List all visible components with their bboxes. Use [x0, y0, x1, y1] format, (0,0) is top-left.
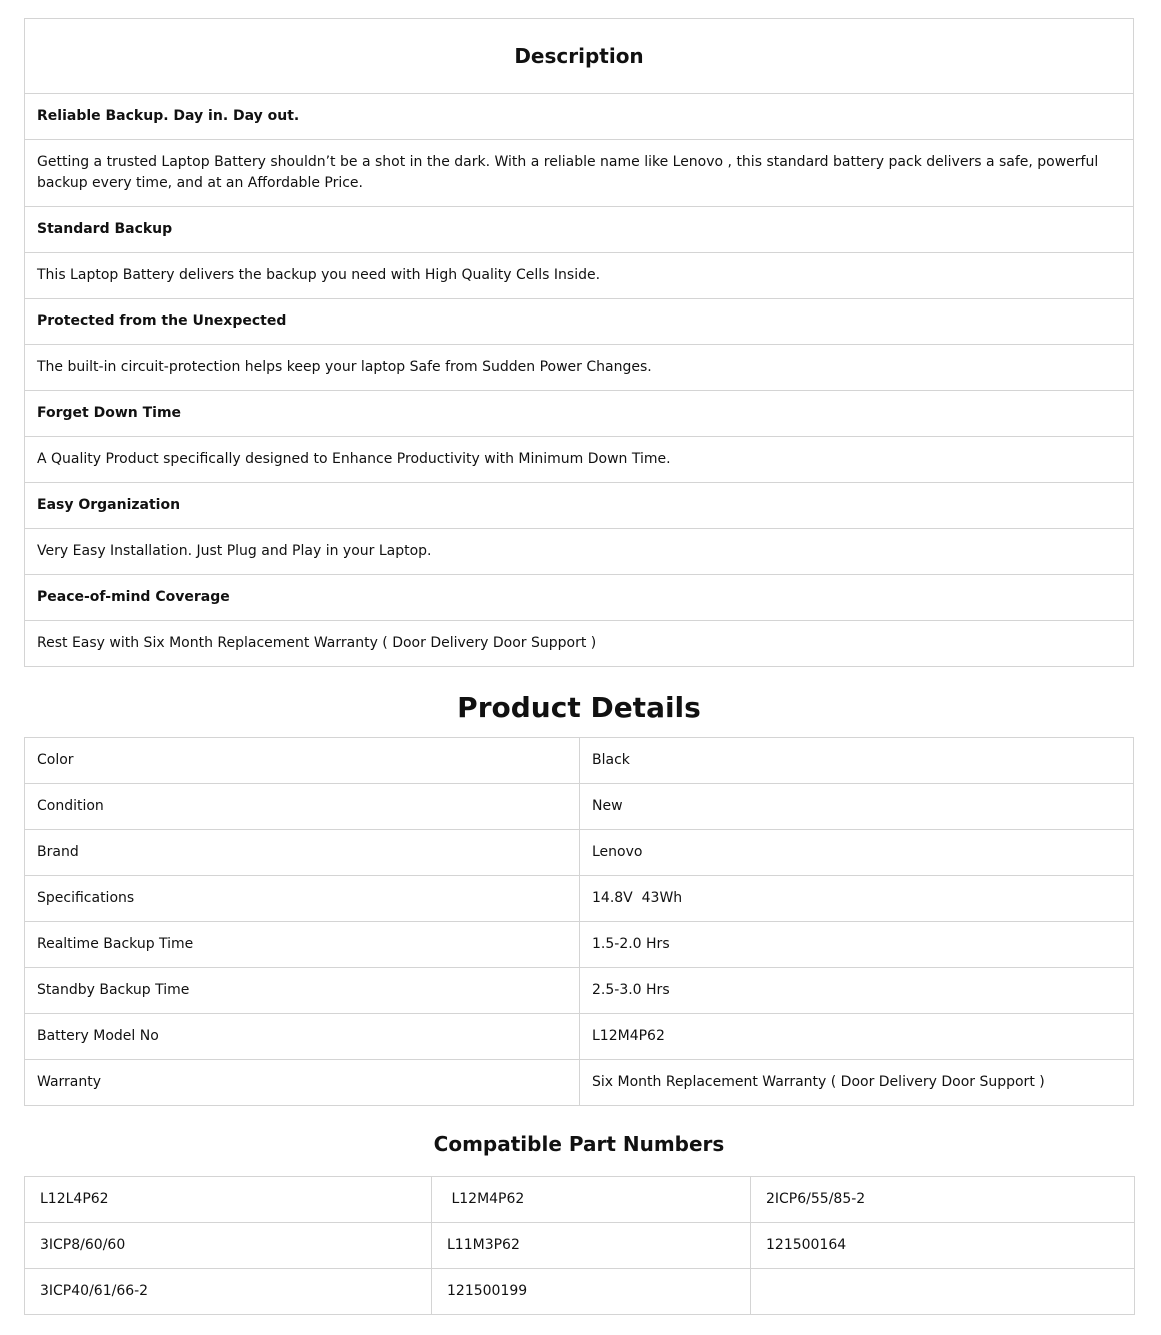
detail-value: 2.5-3.0 Hrs — [580, 968, 1134, 1014]
part-number-cell: 121500199 — [432, 1269, 751, 1315]
feature-text: This Laptop Battery delivers the backup you need with High Quality Cells Inside. — [25, 253, 1134, 299]
detail-key: Battery Model No — [25, 1014, 580, 1060]
product-details-table — [24, 737, 1134, 1106]
compatible-parts-table — [24, 1176, 1135, 1315]
description-row — [25, 391, 1134, 437]
detail-value: Lenovo — [580, 830, 1134, 876]
description-title: Description — [25, 19, 1134, 94]
feature-heading: Standard Backup — [25, 207, 1134, 253]
detail-key: Realtime Backup Time — [25, 922, 580, 968]
part-number-cell: L11M3P62 — [432, 1223, 751, 1269]
detail-row — [25, 738, 1134, 784]
description-row — [25, 299, 1134, 345]
description-row — [25, 94, 1134, 140]
parts-row — [25, 1269, 1135, 1315]
part-number-cell — [751, 1269, 1135, 1315]
detail-value: 1.5-2.0 Hrs — [580, 922, 1134, 968]
feature-heading: Peace-of-mind Coverage — [25, 575, 1134, 621]
description-row — [25, 253, 1134, 299]
feature-text: Getting a trusted Laptop Battery shouldn’t be a shot in the dark. With a reliable name like Lenovo , this standard battery pack delivers a safe, powerful backup every time, and at an Affordable Price. — [25, 140, 1134, 207]
part-number-cell: L12L4P62 — [25, 1177, 432, 1223]
description-row — [25, 437, 1134, 483]
part-number-cell: 2ICP6/55/85-2 — [751, 1177, 1135, 1223]
description-table — [24, 18, 1134, 667]
detail-row — [25, 968, 1134, 1014]
description-row — [25, 483, 1134, 529]
description-row — [25, 345, 1134, 391]
feature-text: Rest Easy with Six Month Replacement Warranty ( Door Delivery Door Support ) — [25, 621, 1134, 667]
detail-value: Black — [580, 738, 1134, 784]
detail-key: Specifications — [25, 876, 580, 922]
description-row — [25, 529, 1134, 575]
detail-value: 14.8V 43Wh — [580, 876, 1134, 922]
compatible-parts-title: Compatible Part Numbers — [433, 1132, 725, 1156]
feature-text: A Quality Product specifically designed to Enhance Productivity with Minimum Down Time. — [25, 437, 1134, 483]
product-description-page — [24, 18, 1134, 1315]
description-row — [25, 575, 1134, 621]
part-number-cell: L12M4P62 — [432, 1177, 751, 1223]
parts-row — [25, 1177, 1135, 1223]
detail-row — [25, 876, 1134, 922]
detail-key: Standby Backup Time — [25, 968, 580, 1014]
parts-row — [25, 1223, 1135, 1269]
detail-key: Warranty — [25, 1060, 580, 1106]
detail-row — [25, 1014, 1134, 1060]
part-number-cell: 3ICP40/61/66-2 — [25, 1269, 432, 1315]
feature-heading: Forget Down Time — [25, 391, 1134, 437]
detail-row — [25, 784, 1134, 830]
detail-key: Condition — [25, 784, 580, 830]
detail-key: Brand — [25, 830, 580, 876]
detail-value: Six Month Replacement Warranty ( Door Delivery Door Support ) — [580, 1060, 1134, 1106]
part-number-cell: 121500164 — [751, 1223, 1135, 1269]
feature-text: The built-in circuit-protection helps keep your laptop Safe from Sudden Power Changes. — [25, 345, 1134, 391]
detail-value: L12M4P62 — [580, 1014, 1134, 1060]
part-number-cell: 3ICP8/60/60 — [25, 1223, 432, 1269]
description-row — [25, 140, 1134, 207]
detail-row — [25, 922, 1134, 968]
feature-heading: Reliable Backup. Day in. Day out. — [25, 94, 1134, 140]
feature-heading: Protected from the Unexpected — [25, 299, 1134, 345]
description-row — [25, 207, 1134, 253]
feature-text: Very Easy Installation. Just Plug and Play in your Laptop. — [25, 529, 1134, 575]
detail-key: Color — [25, 738, 580, 784]
description-header-row — [25, 19, 1134, 94]
detail-row — [25, 1060, 1134, 1106]
detail-value: New — [580, 784, 1134, 830]
feature-heading: Easy Organization — [25, 483, 1134, 529]
detail-row — [25, 830, 1134, 876]
description-row — [25, 621, 1134, 667]
product-details-title: Product Details — [457, 691, 701, 724]
